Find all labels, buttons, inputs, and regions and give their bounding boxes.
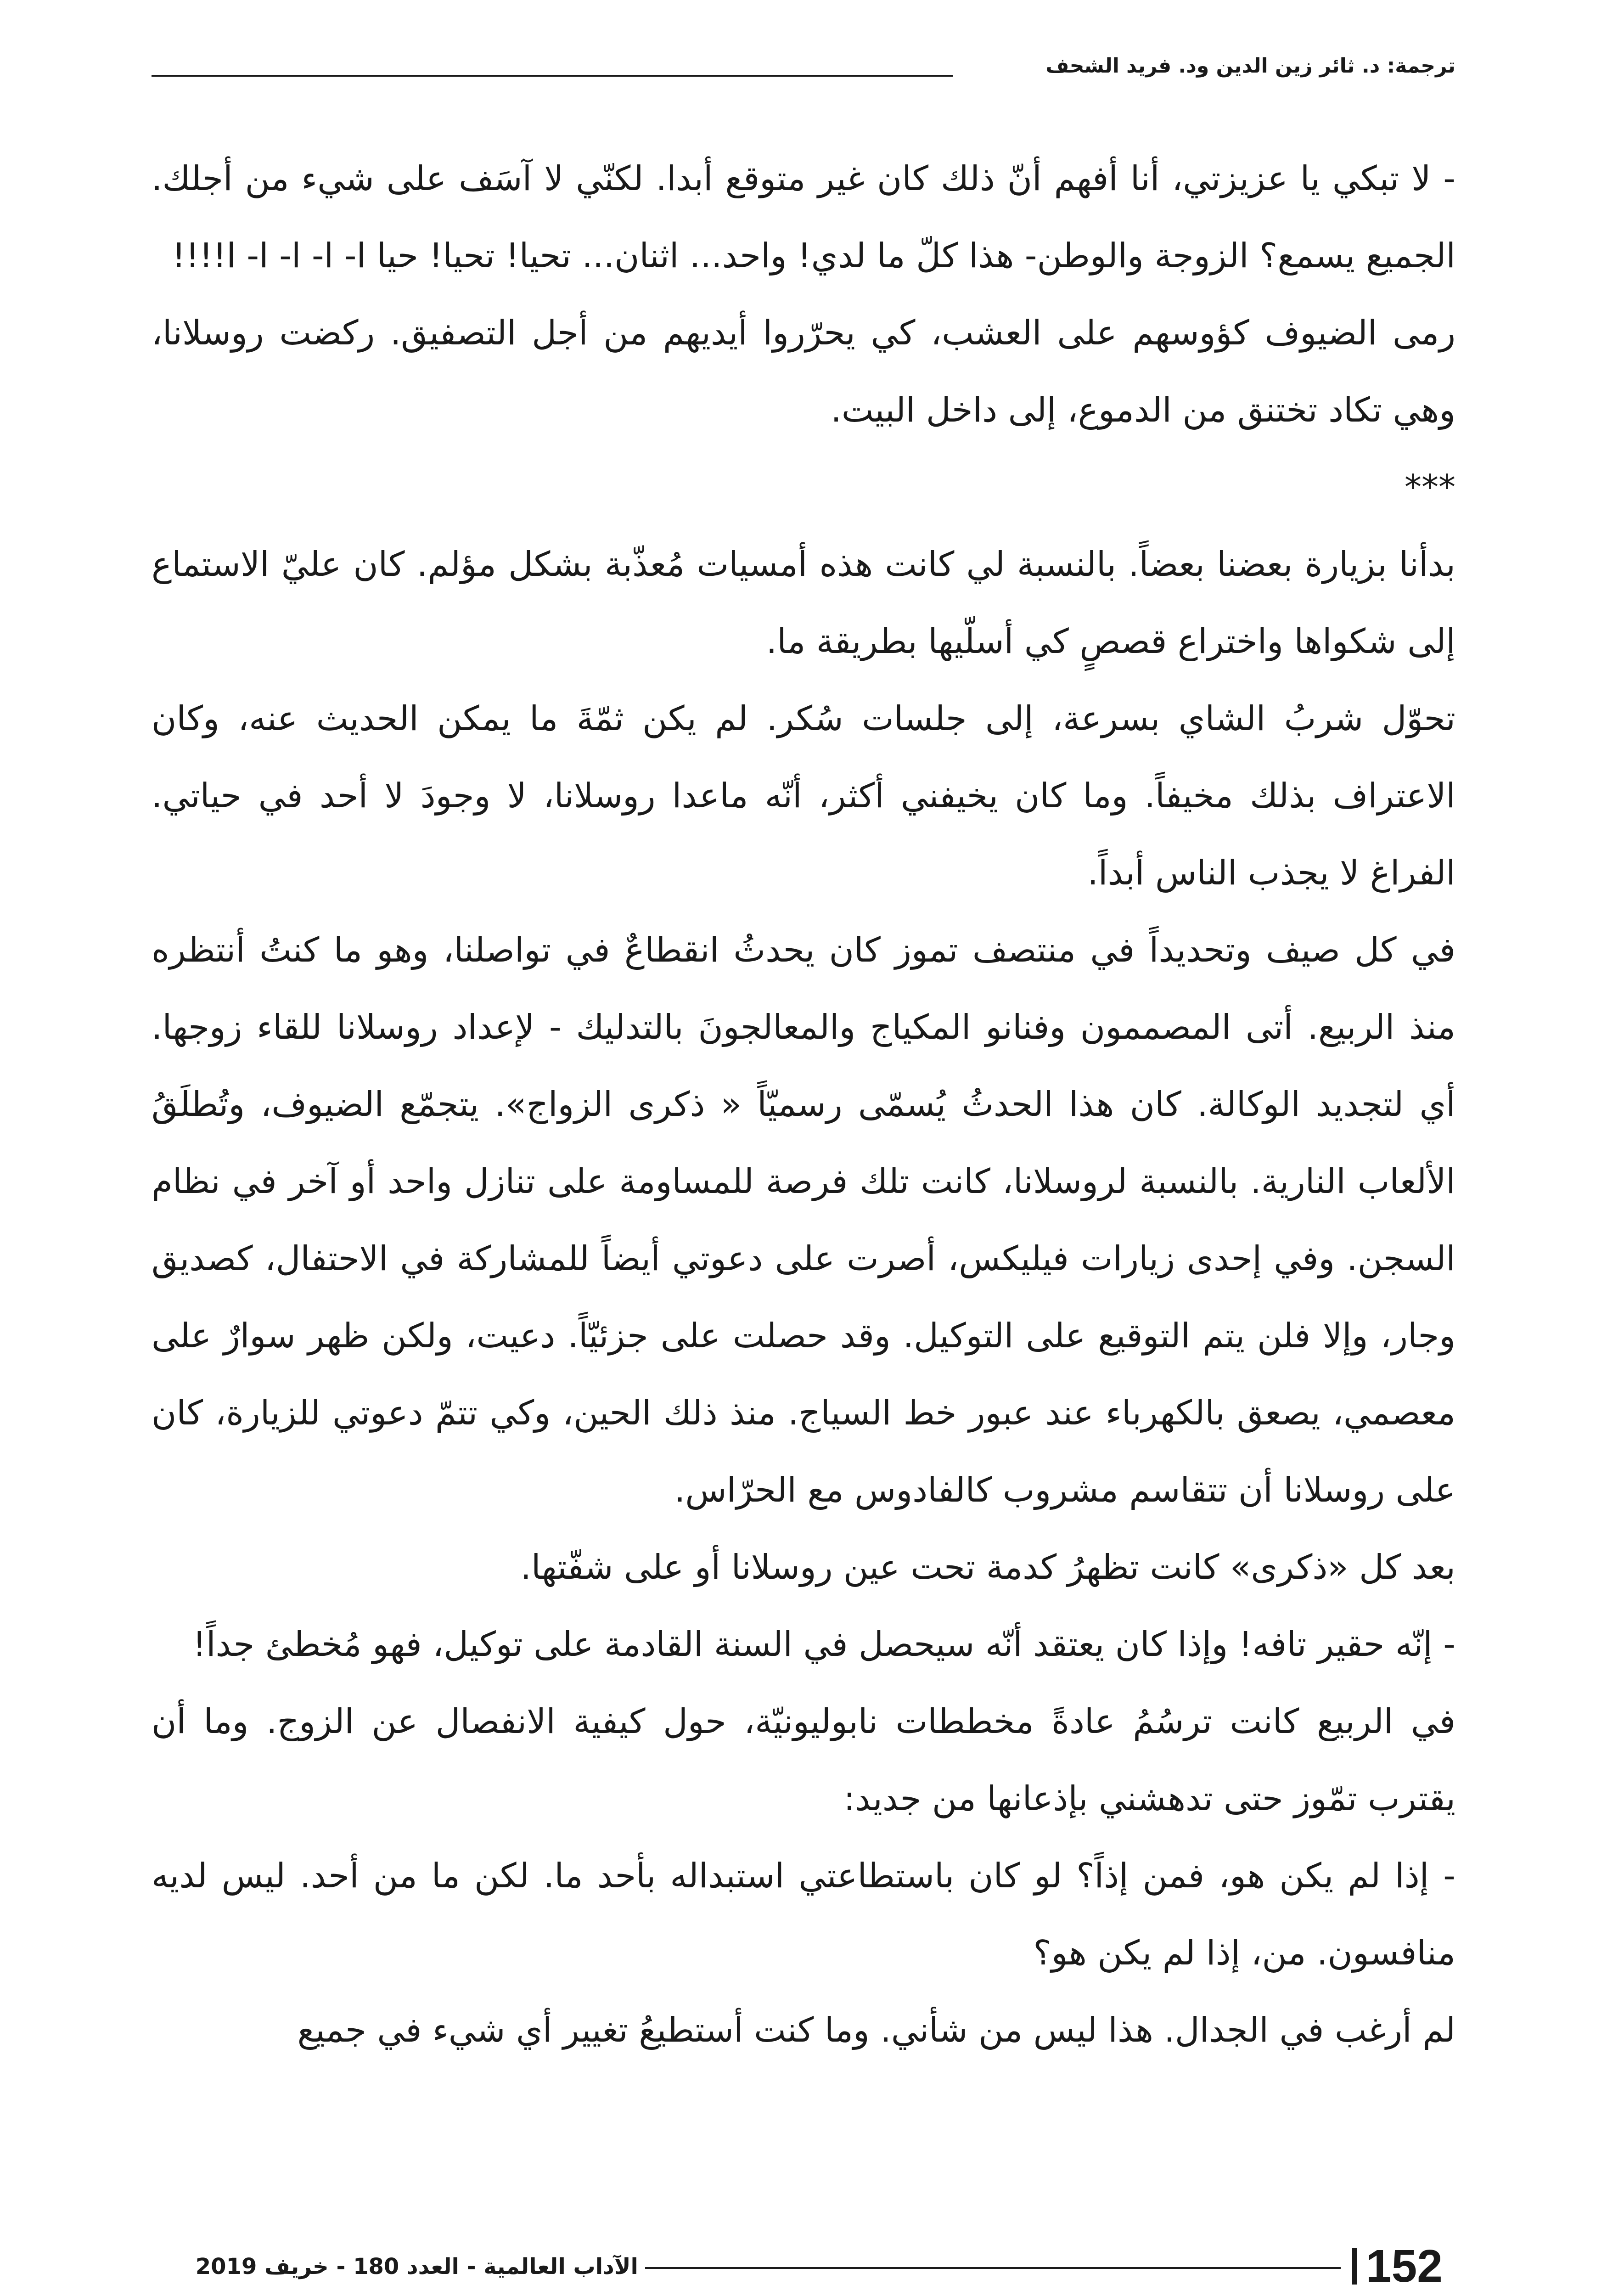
paragraph-1: - لا تبكي يا عزيزتي، أنا أفهم أنّ ذلك كان غير متوقع أبدا. لكنّي لا آسَف على شيء من أجلك. الجميع يسمع؟ الزوجة والوطن- هذا كلّ ما لدي! واحد... اثنان... تحيا! تحيا! حيا ا- ا- ا- ا- ا!!!! [152, 159, 1455, 276]
paragraph-8: في الربيع كانت ترسُمُ عادةً مخططات نابوليونيّة، حول كيفية الانفصال عن الزوج. وما أن يقترب تمّوز حتى تدهشني بإذعانها من جديد: [152, 1702, 1455, 1818]
translator-credit: ترجمة: د. ثائر زين الدين ود. فريد الشحف [1045, 54, 1455, 78]
paragraph-2: رمى الضيوف كؤوسهم على العشب، كي يحرّروا أيديهم من أجل التصفيق. ركضت روسلانا، وهي تكاد تختنق من الدموع، إلى داخل البيت. [152, 313, 1455, 430]
footer-rule [645, 2267, 1341, 2269]
paragraph-3: بدأنا بزيارة بعضنا بعضاً. بالنسبة لي كانت هذه أمسيات مُعذّبة بشكل مؤلم. كان عليّ الاستماع إلى شكواها واختراع قصصٍ كي أسلّيها بطريقة ما. [152, 545, 1455, 661]
paragraph-4: تحوّل شربُ الشاي بسرعة، إلى جلسات سُكر. لم يكن ثمّةَ ما يمكن الحديث عنه، وكان الاعتراف بذلك مخيفاً. وما كان يخيفني أكثر، أنّه ماعدا روسلانا، لا وجودَ لا أحد في حياتي. الفراغ لا يجذب الناس أبداً. [152, 699, 1455, 893]
paragraph-7: - إنّه حقير تافه! وإذا كان يعتقد أنّه سيحصل في السنة القادمة على توكيل، فهو مُخطئ جداً! [192, 1625, 1455, 1664]
section-separator: *** [1405, 467, 1455, 507]
article-body [152, 140, 1455, 2069]
paragraph-10: لم أرغب في الجدال. هذا ليس من شأني. وما كنت أستطيعُ تغيير أي شيء في جميع [297, 2010, 1455, 2050]
footer-divider [1352, 2248, 1357, 2285]
journal-issue: الآداب العالمية - العدد 180 - خريف 2019 [195, 2254, 638, 2279]
paragraph-6: بعد كل «ذكرى» كانت تظهرُ كدمة تحت عين روسلانا أو على شفّتها. [520, 1548, 1455, 1587]
paragraph-9: - إذا لم يكن هو، فمن إذاً؟ لو كان باستطاعتي استبداله بأحد ما. لكن ما من أحد. ليس لديه منافسون. من، إذا لم يكن هو؟ [152, 1856, 1455, 1973]
page-number: 152 [1366, 2240, 1443, 2292]
paragraph-5: في كل صيف وتحديداً في منتصف تموز كان يحدثُ انقطاعٌ في تواصلنا، وهو ما كنتُ أنتظره منذ الربيع. أتى المصممون وفنانو المكياج والمعالجونَ بالتدليك - لإعداد روسلانا للقاء زوجها. أي لتجديد الوكالة. كان هذا الحدثُ يُسمّى رسميّاً « ذكرى الزواج». يتجمّع الضيوف، وتُطلَقُ الألعاب النارية. بالنسبة لروسلانا، كانت تلك فرصة للمساومة على تنازل واحد أو آخر في نظام السجن. وفي إحدى زيارات فيليكس، أصرت على دعوتي أيضاً للمشاركة في الاحتفال، كصديق وجار، وإلا فلن يتم التوقيع على التوكيل. وقد حصلت على جزئيّاً. دعيت، ولكن ظهر سوارٌ على معصمي، يصعق بالكهرباء عند عبور خط السياج. منذ ذلك الحين، وكي تتمّ دعوتي للزيارة، كان على روسلانا أن تتقاسم مشروب كالفادوس مع الحرّاس. [152, 930, 1455, 1510]
header-rule [152, 75, 953, 77]
